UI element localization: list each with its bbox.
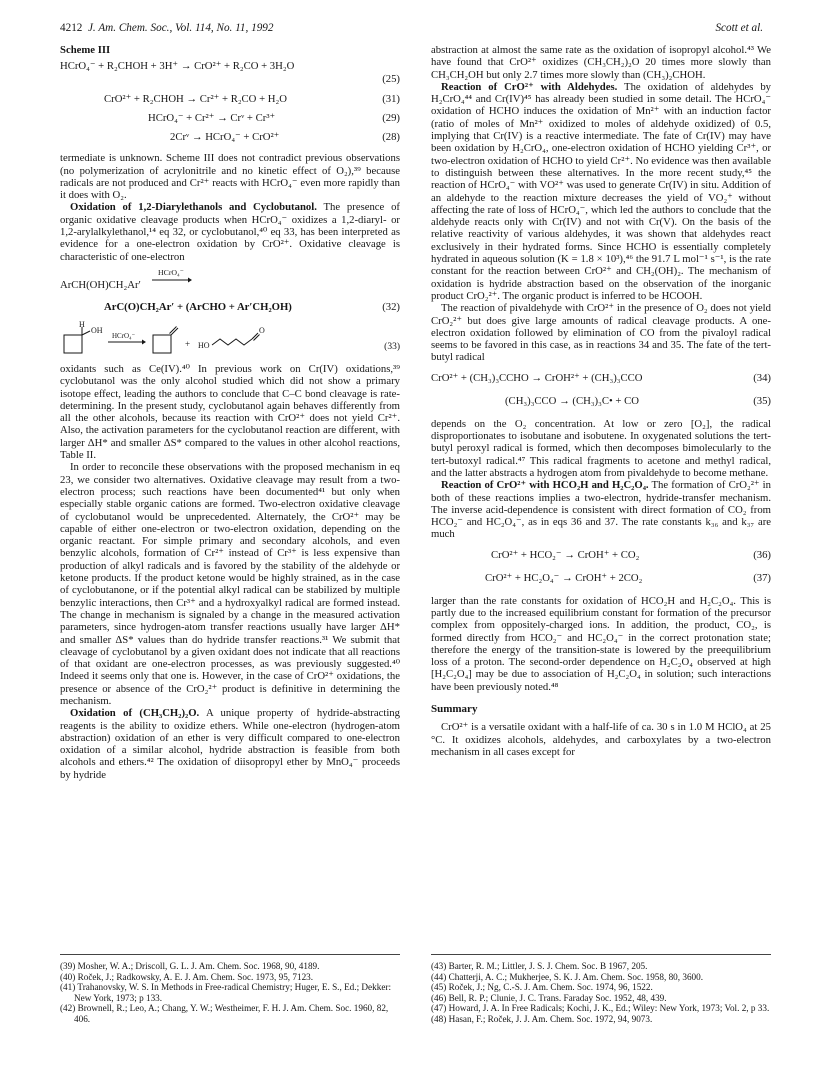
paragraph-ether-oxidation (60, 707, 400, 781)
paragraph-tert-butyl-fate: depends on the O₂ concentration. At low or zero [O₂], the radical disproportionates to isobutane and isobutene. In oxygenated solutions the tert-butyl peroxyl radical is formed, which then decomposes bimolecularly to the tert-butoxyl radical.⁴⁷ This radical fragments to acetone and methyl radical, and the latter abstracts a hydrogen atom from pivaldehyde to become methane. (431, 417, 771, 479)
equation-32-line2 (60, 301, 400, 315)
paragraph-rate-constants: larger than the rate constants for oxidation of HCO₂H and H₂C₂O₄. This is partly due to the increased equilibrium constant for formation of the precursor complex from oppositely-charged ions. In addition, the product, CO₂, is formed directly from HCO₂⁻ and HC₂O₄⁻ in the correct protonation state; therefore the energy of the transition-state is lowered by the preequilibrium loss of a proton. The second-order dependence on H₂C₂O₄ observed at high [H₂C₂O₄] may be due to association of H₂C₂O₄ in solution; such interactions have been previously noted.⁴⁸ (431, 594, 771, 693)
footnote-40: (40) Roček, J.; Radkowsky, A. E. J. Am. Chem. Soc. 1973, 95, 7123. (60, 971, 314, 982)
equation-29-text: HCrO₄⁻ + Cr²⁺ → Crᵛ + Cr³⁺ (148, 112, 276, 125)
equation-29 (60, 112, 400, 125)
section-heading-aldehydes: Reaction of CrO²⁺ with Aldehydes. (441, 80, 618, 93)
footnote-rule-right (431, 954, 771, 955)
footnote-rule-left (60, 954, 400, 955)
equation-32-products: ArC(O)CH₂Ar′ + (ArCHO + Ar′CH₂OH) (104, 300, 292, 313)
page-number: 4212 (60, 22, 83, 34)
footnote-47: (47) Howard, J. A. In Free Radicals; Kochi, J. K., Ed.; Wiley: New York, 1973; Vol. 2, p 33. (431, 1003, 770, 1014)
equation-25 (60, 60, 400, 87)
cyclobutanol-cleavage-diagram (60, 321, 360, 357)
carbon-chain-structure (212, 339, 252, 345)
footnote-48: (48) Hasan, F.; Roček, J. J. Am. Chem. Soc. 1972, 94, 9073. (431, 1013, 653, 1024)
section-heading-formic-oxalic: Reaction of CrO²⁺ with HCO₂H and H₂C₂O₄. (441, 479, 649, 492)
paragraph-diarylethanols (60, 201, 400, 262)
footnote-45: (45) Roček, J.; Ng, C.-S. J. Am. Chem. Soc. 1974, 96, 1522. (431, 982, 653, 993)
paragraph-diarylethanols-body: The presence of organic oxidative cleavage products when HCrO₄⁻ oxidizes a 1,2-diaryl- or 1,2-arylalkylethanol,¹⁴ eq 32, or cyclobutanol,⁴⁰ eq 33, has been interpreted as evidence for a one-electron oxidation by CrO²⁺. Oxidative cleavage is characteristic of one-electron (60, 201, 400, 263)
equation-32-reactant: ArCH(OH)CH₂Ar′ (60, 278, 141, 291)
equation-34 (431, 372, 771, 385)
footnote-43: (43) Barter, R. M.; Littler, J. S. J. Chem. Soc. B 1967, 205. (431, 961, 648, 971)
equation-25-text: HCrO₄⁻ + R₂CHOH + 3H⁺ → CrO²⁺ + R₂CO + 3H₂O (60, 60, 295, 73)
reaction-arrow-icon (152, 276, 192, 284)
paragraph-ether-continued: abstraction at almost the same rate as the oxidation of isopropyl alcohol.⁴³ We have found that CrO²⁺ oxidizes (CH₃CH₂)₂O 20 times more slowly than CH₃CH₂OH but only 2.7 times more slowly than (CH₃)₂CHOH. (431, 44, 771, 81)
paragraph-aldehydes-body: The oxidation of aldehydes by H₂CrO₄⁴⁴ and Cr(IV)⁴⁵ has already been studied in some detail. The HCrO₄⁻ oxidation of HCHO induces the oxidation of Mn²⁺ with an induction factor (ratio of moles of Mn²⁺ oxidized to moles of aldehyde oxidized) of 0.5, implying that Cr(IV) is a reactive intermediate. The fate of Cr(IV) may have been oxidation by H₂CrO₄, one-electron oxidation of HCHO yielding Cr³⁺, or two-electron oxidation of HCHO to yield Cr²⁺. No evidence was then available to distinguish between these alternatives. In the more recent study,⁴⁵ the reaction of HCrO₄⁻ with VO²⁺ was used to generate Cr(IV) in situ. Addition of an aldehyde to the reaction mixture decreases the yield of VO₂⁺ without affecting the rate of loss of HCrO₄⁻, which led the authors to conclude that the aldehyde reacts only with Cr(IV) and not with Cr(V). On the basis of the relative reactivity of various aldehydes, it was shown that aldehydes react exclusively in their hydrated forms. Since HCHO is essentially completely hydrated in aqueous solution (K = 1.8 × 10³),⁴⁶ the 91.7 L mol⁻¹ s⁻¹, is the rate constant for the reaction between CrO²⁺ and CH₂(OH)₂. The mechanism of oxidation is hydride abstraction based on the observation of the inorganic product CrO₂²⁺. The organic product is inferred to be HCOOH. (431, 80, 772, 302)
hydroxyl-label: OH (91, 325, 103, 335)
summary-heading: Summary (431, 703, 478, 716)
footnote-44: (44) Chatterji, A. C.; Mukherjee, S. K. J. Am. Chem. Soc. 1958, 80, 3600. (431, 971, 704, 982)
paragraph-scheme-discussion: termediate is unknown. Scheme III does not contradict previous observations (no polymerization of acrylonitrile and no kinetic effect of O₂),³⁹ because radicals are not produced and Cr²⁺ reacts with HCrO₄⁻ even more rapidly than it does with O₂. (60, 152, 400, 202)
chain-hydroxyl-label: HO (198, 340, 210, 350)
equation-28 (60, 131, 400, 144)
equation-31-number: (31) (382, 93, 400, 106)
footnote-41: (41) Trahanovsky, W. S. In Methods in Free-radical Chemistry; Huger, E. S., Ed.; Dekker: New York, 1973; p 133. (60, 982, 392, 1003)
footnotes-right (431, 961, 771, 1025)
page-header (60, 22, 763, 38)
equation-36-text: CrO²⁺ + HCO₂⁻ → CrOH⁺ + CO₂ (491, 548, 640, 561)
footnote-46: (46) Bell, R. P.; Clunie, J. C. Trans. Faraday Soc. 1952, 48, 439. (431, 992, 667, 1003)
equation-31-text: CrO²⁺ + R₂CHOH → Cr²⁺ + R₂CO + H₂O (104, 93, 287, 106)
equation-32-number: (32) (382, 300, 400, 313)
scheme-title: Scheme III (60, 44, 111, 56)
equation-37-text: CrO²⁺ + HC₂O₄⁻ → CrOH⁺ + 2CO₂ (485, 571, 643, 584)
left-column (60, 44, 400, 781)
equation-35 (431, 395, 771, 408)
paragraph-mechanism-alternatives: In order to reconcile these observations with the proposed mechanism in eq 23, we consider two alternatives. Oxidative cleavage may result from a two-electron process; such reactions have been documented⁴¹ but only when especially stable organic cations are formed. Two-electron oxidative cleavage of cyclobutanol would be unprecedented. Alternately, the CrO²⁺ may be capable of either one-electron or two-electron oxidation, depending on the organic reactant. For simple primary and secondary alcohols, and even benzylic alcohols, formation of Cr²⁺ instead of Cr³⁺ is less expensive than production of alkyl radicals and is favored by the stability of the aldehyde or ketone products. If the product ketone would be highly strained, as in the case of cyclobutanone, or if the potential alkyl radical can be stabilized by multiple benzylic interactions, then Cr³⁺ and a hydroxyalkyl radical are formed instead. The change in mechanism is signaled by a change in the measured activation parameters, since hydrogen-atom transfer reactions usually have larger ΔH* and smaller ΔS* values than do hydride transfer reactions.³¹ We submit that cleavage of cyclobutanol by a given oxidant does not indicate that all reactions of that oxidant are one-electron processes, as was previously suggested.⁴⁰ Indeed it seems only that one is. However, in the case of CrO²⁺ oxidations, the presence or absence of the CrO₂²⁺ product is definitive in determining the mechanism. (60, 461, 400, 707)
cyclobutanone-structure (153, 326, 178, 353)
section-heading-ether: Oxidation of (CH₃CH₂)₂O. (70, 707, 200, 720)
right-column (431, 44, 771, 758)
equation-32-reagent: HCrO₄⁻ (158, 267, 184, 277)
equation-36-number: (36) (753, 548, 771, 561)
equation-28-text: 2Crᵛ → HCrO₄⁻ + CrO²⁺ (170, 131, 280, 144)
paragraph-ether-body: A unique property of hydride-abstracting reagents is the ability to oxidize ethers. While one-electron (hydrogen-atom abstraction) oxidation of an ether is very difficult compared to one-electron oxidation of a similar alcohol, hydride abstraction is feasible from both alcohols and ethers.⁴² The oxidation of diisopropyl ether by MnO₄⁻ proceeds by hydride (60, 707, 400, 781)
equation-32-line1 (60, 267, 400, 297)
paragraph-pivaldehyde: The reaction of pivaldehyde with CrO²⁺ in the presence of O₂ does not yield CrO₂²⁺ but does give large amounts of radical cleavage products. A one-electron oxidation followed by elimination of CO from the pivaloyl radical seems to be favored in this case, as in reactions 34 and 35. The fate of the tert-butyl radical (431, 302, 771, 364)
carbonyl-bond (252, 333, 258, 339)
equation-34-text: CrO²⁺ + (CH₃)₃CCHO → CrOH²⁺ + (CH₃)₃CCO (431, 371, 643, 384)
equation-35-number: (35) (753, 394, 771, 407)
footnote-42: (42) Brownell, R.; Leo, A.; Chang, Y. W.; Westheimer, F. H. J. Am. Chem. Soc. 1960, 82, 406. (60, 1003, 389, 1024)
equation-33-plus: + (185, 338, 191, 349)
equation-33-scheme (60, 321, 400, 357)
carbonyl-oxygen-label: O (259, 325, 265, 335)
journal-citation: J. Am. Chem. Soc., Vol. 114, No. 11, 1992 (87, 22, 274, 34)
equation-34-number: (34) (753, 371, 771, 384)
cyclobutanol-structure (64, 327, 90, 353)
footnote-39: (39) Mosher, W. A.; Driscoll, G. L. J. Am. Chem. Soc. 1968, 90, 4189. (60, 961, 320, 971)
equation-36 (431, 549, 771, 562)
equation-37-number: (37) (753, 571, 771, 584)
footnotes-left (60, 961, 400, 1025)
paragraph-summary: CrO²⁺ is a versatile oxidant with a half-life of ca. 30 s in 1.0 M HClO₄ at 25 °C. It oxidizes alcohols, aldehydes, and carboxylates by a two-electron mechanism in all cases except for (431, 721, 771, 758)
equation-35-text: (CH₃)₃CCO → (CH₃)₃C• + CO (505, 394, 639, 407)
equation-25-number: (25) (382, 73, 400, 86)
equation-33-number: (33) (384, 341, 400, 352)
equation-37 (431, 572, 771, 585)
paragraph-cyclobutanol: oxidants such as Ce(IV).⁴⁰ In previous work on Cr(IV) oxidations,³⁹ cyclobutanol was the only alcohol studied which did not show a primary isotope effect, leading the authors to conclude that C–C bond cleavage is rate-determining. In the present study, cyclobutanol again behaves differently from all the other alcohols, because its reaction with CrO²⁺ does not yield Cr²⁺. Also, the activation parameters for the cyclobutanol reaction are different, with larger ΔH* and smaller ΔS* compared to the values in other alcohol reactions, Table II. (60, 362, 400, 462)
equation-33-reagent: HCrO₄⁻ (112, 331, 136, 340)
hydrogen-label: H (79, 320, 85, 329)
running-head-authors: Scott et al. (715, 22, 763, 34)
equation-29-number: (29) (382, 112, 400, 125)
equation-33-arrowhead-icon (142, 339, 146, 344)
running-head-left (60, 22, 273, 34)
section-heading-diarylethanols: Oxidation of 1,2-Diarylethanols and Cyclobutanol. (70, 201, 317, 214)
paragraph-formic-oxalic (431, 479, 771, 540)
equation-28-number: (28) (382, 131, 400, 144)
equation-31 (60, 93, 400, 106)
paragraph-formic-oxalic-body: The formation of CrO₂²⁺ in both of these reactions implies a two-electron, hydride-transfer mechanism. The inverse acid-dependence is consistent with direct formation of CO₂ from HCO₂⁻ and HC₂O₄⁻, as in eqs 36 and 37. The rate constants k₃₆ and k₃₇ are much (431, 479, 771, 541)
paragraph-aldehydes (431, 81, 771, 302)
carbonyl-double-bond (254, 334, 260, 340)
